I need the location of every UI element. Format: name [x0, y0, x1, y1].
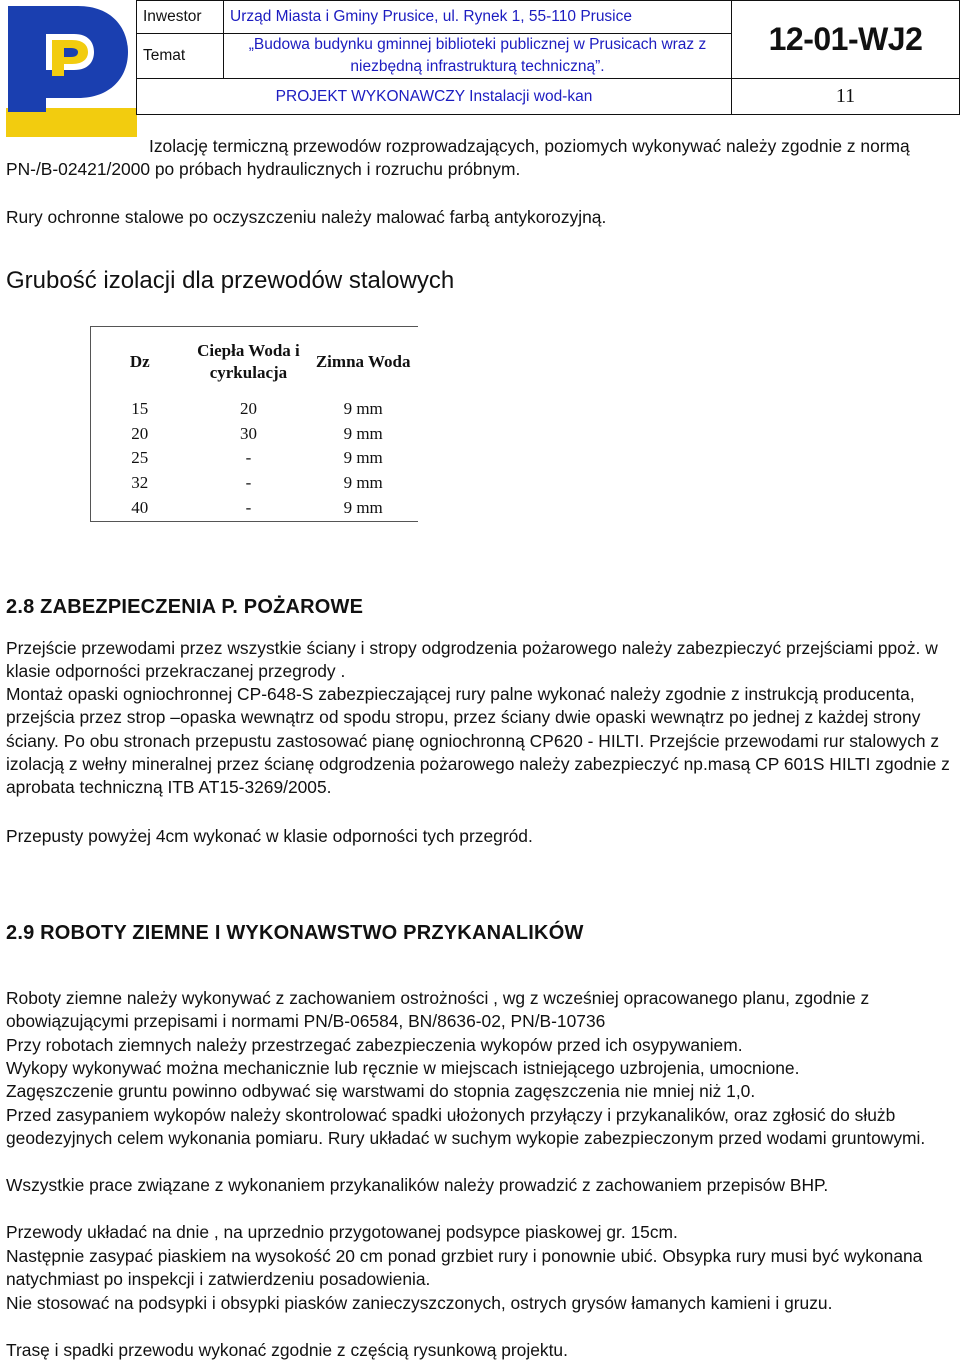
section-2-9-paragraph-10: Trasę i spadki przewodu wykonać zgodnie z częścią rysunkową projektu.: [6, 1340, 568, 1360]
cell-hot: -: [245, 497, 252, 517]
section-2-9-paragraph-9: Nie stosować na podsypki i obsypki piasków zanieczyszczonych, ostrych grysów łamanych kamieni i gruzu.: [6, 1293, 833, 1313]
cell-hot: -: [245, 448, 252, 468]
table-row: [91, 446, 418, 471]
col-header-cold-water: Zimna Woda: [315, 352, 411, 371]
investor-label: Inwestor: [137, 1, 224, 34]
cell-cold: 9 mm: [343, 448, 383, 468]
section-2-9-paragraph-2: Przy robotach ziemnych należy przestrzegać zabezpieczenia wykopów przed ich osypywaniem.: [6, 1035, 743, 1055]
document-header: [136, 0, 960, 115]
cell-cold: 9 mm: [343, 473, 383, 493]
investor-value: Urząd Miasta i Gminy Prusice, ul. Rynek 1, 55-110 Prusice: [224, 1, 732, 34]
table-row: [91, 397, 418, 422]
temat-label: Temat: [137, 34, 224, 79]
section-2-9-heading: 2.9 ROBOTY ZIEMNE I WYKONAWSTWO PRZYKANALIKÓW: [6, 922, 584, 944]
cell-dz: 25: [131, 448, 149, 468]
logo-yellow-base: [6, 108, 137, 137]
cell-dz: 15: [131, 399, 149, 419]
insulation-title: Grubość izolacji dla przewodów stalowych: [6, 267, 455, 294]
temat-value: „Budowa budynku gminnej biblioteki publicznej w Prusicach wraz z niezbędną infrastrukturą techniczną”.: [224, 34, 732, 79]
cell-cold: 9 mm: [343, 497, 383, 517]
section-2-8-paragraph-3: Przepusty powyżej 4cm wykonać w klasie odporności tych przegród.: [6, 826, 533, 846]
table-row: [91, 495, 418, 520]
section-2-9-paragraph-8: Następnie zasypać piaskiem na wysokość 20 cm ponad grzbiet rury i ponownie ubić. Obsypka rury musi być wykonana natychmiast po inspekcji i zatwierdzeniu posadowienia.: [6, 1246, 923, 1290]
section-2-9-paragraph-6: Wszystkie prace związane z wykonaniem przykanalików należy prowadzić z zachowaniem przepisów BHP.: [6, 1175, 829, 1195]
table-row: [91, 471, 418, 496]
section-2-9-paragraph-7: Przewody układać na dnie , na uprzednio przygotowanej podsypce piaskowej gr. 15cm.: [6, 1222, 678, 1242]
intro-paragraph-2: Rury ochronne stalowe po oczyszczeniu należy malować farbą antykorozyjną.: [6, 207, 607, 227]
section-2-8-heading: 2.8 ZABEZPIECZENIA P. POŻAROWE: [6, 596, 364, 618]
document-code: 12-01-WJ2: [732, 1, 960, 79]
section-2-8-paragraph-1: Przejście przewodami przez wszystkie ściany i stropy odgrodzenia pożarowego należy zabezpieczyć przejściami ppoż. w klasie odporności przekraczanej przegrody .: [6, 638, 938, 682]
insulation-table: [90, 326, 418, 522]
cell-cold: 9 mm: [343, 399, 383, 419]
section-2-9-paragraph-4: Zagęszczenie gruntu powinno odbywać się warstwami do stopnia zagęszczenia nie mniej niż 1,0.: [6, 1081, 756, 1101]
section-2-8-paragraph-2: Montaż opaski ogniochronnej CP-648-S zabezpieczającej rury palne wykonać należy zgodnie z instrukcją producenta, przejścia przez strop –opaska wewnątrz od spodu stropu, przez ściany dwie opaski wewnątrz po jednej z każdej strony ściany. Po obu stronach przepustu zastosować pianę ogniochronną CP620 - HILTI. Przejście przewodami rur stalowych z izolacją z wełny mineralnej przez ścianę odgrodzenia pożarowego należy zabezpieczyć np.masą CP 601S HILTI zgodnie z aprobata techniczną ITB AT15-3269/2005.: [6, 684, 950, 798]
col-header-dz: Dz: [129, 352, 150, 371]
cell-hot: 30: [239, 423, 257, 443]
cell-dz: 40: [131, 497, 149, 517]
company-logo: [0, 0, 137, 137]
project-line: PROJEKT WYKONAWCZY Instalacji wod-kan: [137, 79, 732, 115]
section-2-9-paragraph-5: Przed zasypaniem wykopów należy skontrolować spadki ułożonych przyłączy i przykanalików, oraz zgłosić do służb geodezyjnych celem wykonania pomiaru. Rury układać w suchym wykopie zabezpieczonym przed wodami gruntowymi.: [6, 1105, 926, 1149]
table-row: [91, 422, 418, 447]
page-number: 11: [732, 79, 960, 115]
intro-paragraph-1: Izolację termiczną przewodów rozprowadzających, poziomych wykonywać należy zgodnie z normą PN-/B-02421/2000 po próbach hydraulicznych i rozruchu próbnym.: [6, 136, 910, 180]
cell-hot: -: [245, 473, 252, 493]
section-2-9-paragraph-1: Roboty ziemne należy wykonywać z zachowaniem ostrożności , wg z wcześniej opracowanego planu, zgodnie z obowiązującymi przepisami i normami PN/B-06584, BN/8636-02, PN/B-10736: [6, 988, 870, 1032]
cell-dz: 32: [131, 473, 149, 493]
section-2-9-paragraph-3: Wykopy wykonywać można mechanicznie lub ręcznie w miejscach istniejącego uzbrojenia, umocnione.: [6, 1058, 800, 1078]
cell-dz: 20: [131, 423, 149, 443]
cell-cold: 9 mm: [343, 423, 383, 443]
cell-hot: 20: [239, 399, 257, 419]
col-header-hot-water: Ciepła Woda i cyrkulacja: [197, 341, 300, 382]
